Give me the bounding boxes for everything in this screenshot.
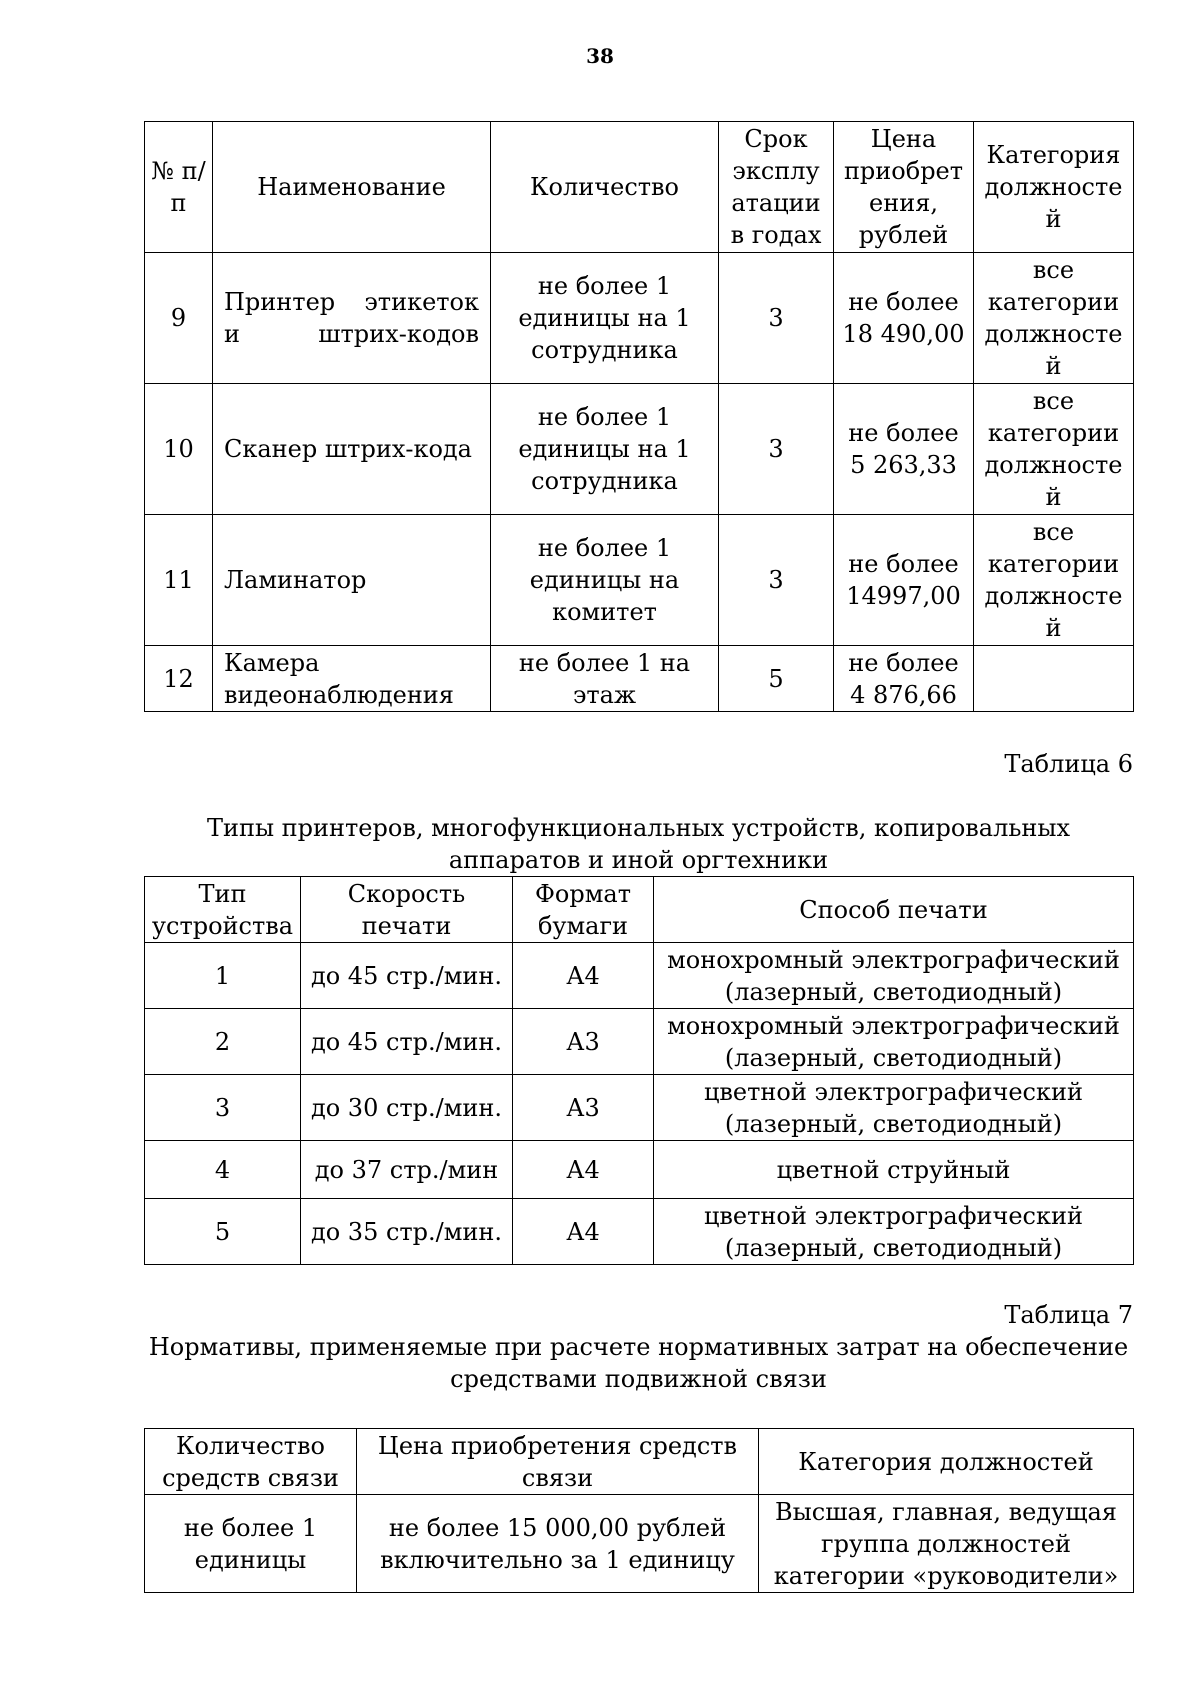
cell-method: монохромный электрографический (лазерный, светодиодный)	[654, 943, 1134, 1009]
printer-types-header	[145, 877, 1134, 943]
table-row	[145, 1199, 1134, 1265]
header-num: № п/п	[145, 122, 213, 253]
cell-qty: не более 1 на этаж	[491, 646, 719, 712]
table-row	[145, 253, 1134, 384]
header-method: Способ печати	[654, 877, 1134, 943]
cell-name: Принтер этикеток и штрих-кодов	[213, 253, 491, 384]
cell-term: 3	[719, 253, 834, 384]
table7-title: Нормативы, применяемые при расчете нормативных затрат на обеспечение средствами подвижной связи	[148, 1333, 1129, 1393]
header-price: Цена приобретения средств связи	[357, 1429, 759, 1495]
header-price: Цена приобрет ения, рублей	[834, 122, 974, 253]
cell-type: 5	[145, 1199, 301, 1265]
cell-price: не более 14997,00	[834, 515, 974, 646]
header-category: Категория должностей	[759, 1429, 1134, 1495]
cell-type: 3	[145, 1075, 301, 1141]
table-row	[145, 646, 1134, 712]
page-number: 38	[586, 44, 614, 68]
cell-price: не более 4 876,66	[834, 646, 974, 712]
table-row	[145, 1141, 1134, 1199]
cell-format: А4	[513, 1199, 654, 1265]
cell-price: не более 5 263,33	[834, 384, 974, 515]
equipment-table	[144, 121, 1134, 712]
header-name: Наименование	[213, 122, 491, 253]
cell-num: 12	[145, 646, 213, 712]
cell-type: 2	[145, 1009, 301, 1075]
cell-speed: до 45 стр./мин.	[301, 943, 513, 1009]
table-row	[145, 943, 1134, 1009]
table-row	[145, 515, 1134, 646]
cell-category: все категории должносте й	[974, 515, 1134, 646]
header-format: Формат бумаги	[513, 877, 654, 943]
printer-types-table	[144, 876, 1134, 1265]
cell-term: 3	[719, 515, 834, 646]
cell-qty: не более 1 единицы на комитет	[491, 515, 719, 646]
cell-term: 5	[719, 646, 834, 712]
cell-category: Высшая, главная, ведущая группа должностей категории «руководители»	[759, 1495, 1134, 1593]
cell-format: А3	[513, 1009, 654, 1075]
cell-speed: до 37 стр./мин	[301, 1141, 513, 1199]
cell-speed: до 30 стр./мин.	[301, 1075, 513, 1141]
table7-label: Таблица 7	[1004, 1301, 1133, 1329]
mobile-comm-table	[144, 1428, 1134, 1593]
cell-qty: не более 1 единицы на 1 сотрудника	[491, 253, 719, 384]
cell-category: все категории должносте й	[974, 253, 1134, 384]
cell-format: А4	[513, 943, 654, 1009]
cell-qty: не более 1 единицы на 1 сотрудника	[491, 384, 719, 515]
cell-format: А4	[513, 1141, 654, 1199]
cell-category	[974, 646, 1134, 712]
cell-speed: до 45 стр./мин.	[301, 1009, 513, 1075]
equipment-table-header	[145, 122, 1134, 253]
cell-name: Камера видеонаблюдения	[213, 646, 491, 712]
table6-label: Таблица 6	[1004, 750, 1133, 778]
table-row	[145, 1495, 1134, 1593]
header-qty: Количество средств связи	[145, 1429, 357, 1495]
cell-name: Ламинатор	[213, 515, 491, 646]
table-row	[145, 384, 1134, 515]
header-term: Срок эксплу атации в годах	[719, 122, 834, 253]
header-type: Тип устройства	[145, 877, 301, 943]
cell-speed: до 35 стр./мин.	[301, 1199, 513, 1265]
cell-price: не более 15 000,00 рублей включительно за 1 единицу	[357, 1495, 759, 1593]
cell-qty: не более 1 единицы	[145, 1495, 357, 1593]
cell-category: все категории должносте й	[974, 384, 1134, 515]
table-row	[145, 1075, 1134, 1141]
header-speed: Скорость печати	[301, 877, 513, 943]
cell-term: 3	[719, 384, 834, 515]
header-category: Категория должносте й	[974, 122, 1134, 253]
cell-name: Сканер штрих-кода	[213, 384, 491, 515]
cell-price: не более 18 490,00	[834, 253, 974, 384]
cell-num: 11	[145, 515, 213, 646]
table6-title: Типы принтеров, многофункциональных устройств, копировальных аппаратов и иной оргтехники	[206, 814, 1071, 874]
cell-method: монохромный электрографический (лазерный, светодиодный)	[654, 1009, 1134, 1075]
cell-method: цветной электрографический (лазерный, светодиодный)	[654, 1075, 1134, 1141]
cell-type: 1	[145, 943, 301, 1009]
cell-num: 10	[145, 384, 213, 515]
cell-type: 4	[145, 1141, 301, 1199]
mobile-comm-header	[145, 1429, 1134, 1495]
cell-method: цветной струйный	[654, 1141, 1134, 1199]
cell-format: А3	[513, 1075, 654, 1141]
header-qty: Количество	[491, 122, 719, 253]
table-row	[145, 1009, 1134, 1075]
cell-method: цветной электрографический (лазерный, светодиодный)	[654, 1199, 1134, 1265]
cell-num: 9	[145, 253, 213, 384]
